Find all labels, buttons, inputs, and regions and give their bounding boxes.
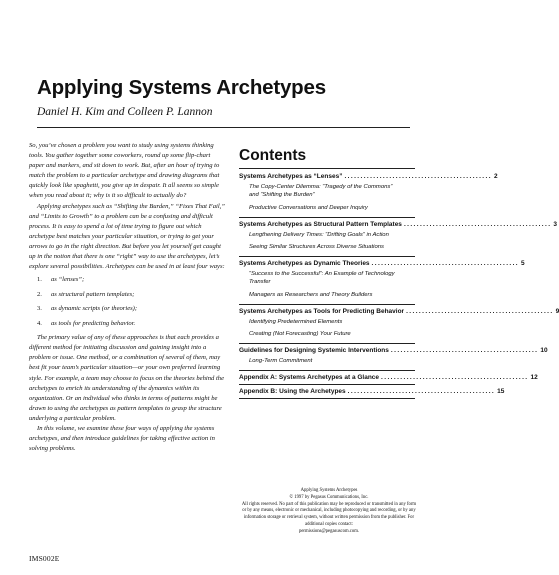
toc-entry[interactable] bbox=[239, 305, 559, 318]
toc-section bbox=[239, 218, 558, 257]
list-text: as structural pattern templates; bbox=[51, 290, 135, 298]
list-text: as dynamic scripts (or theories); bbox=[51, 305, 138, 313]
toc-page: 15 bbox=[497, 387, 505, 395]
toc-subentry[interactable]: The Copy-Center Dilemma: “Tragedy of the Commons” and “Shifting the Burden” bbox=[249, 184, 393, 199]
document-title: Applying Systems Archetypes bbox=[37, 76, 326, 99]
toc-page: 10 bbox=[540, 347, 548, 355]
copyright-line: © 1997 by Pegasus Communications, Inc. bbox=[289, 494, 369, 500]
toc-section bbox=[239, 344, 548, 371]
toc-heading: Guidelines for Designing Systemic Interventions bbox=[239, 347, 389, 355]
list-number: 2. bbox=[37, 290, 42, 298]
toc-heading: Appendix B: Using the Archetypes bbox=[239, 387, 346, 395]
colophon bbox=[240, 488, 418, 536]
toc-entry[interactable] bbox=[239, 385, 505, 398]
toc-page: 5 bbox=[521, 260, 525, 268]
intro-paragraph: So, you’ve chosen a problem you want to study using systems thinking tools. You gather together some coworkers, round up some flip-chart paper and markers, and sit down to work. But, after an hour of trying to match the problem to a particular archetype and drawing diagrams that quickly look like spaghetti, you give up in despair. It all seems so simple when you read about it; why is it so difficult to actually do? bbox=[29, 142, 220, 200]
toc-leader: .............................................. bbox=[406, 307, 554, 315]
toc-leader: .............................................. bbox=[381, 373, 529, 381]
colophon-title: Applying Systems Archetypes bbox=[300, 488, 358, 493]
title-rule bbox=[37, 127, 410, 128]
toc-page: 3 bbox=[553, 220, 558, 228]
toc-leader: .............................................. bbox=[390, 347, 539, 355]
list-text: as tools for predicting behavior. bbox=[51, 319, 136, 327]
toc-entry[interactable] bbox=[239, 344, 548, 357]
toc-section bbox=[239, 257, 525, 305]
toc-entry[interactable] bbox=[239, 218, 558, 231]
document-code: IMS002E bbox=[29, 554, 60, 563]
toc-section bbox=[239, 385, 505, 399]
list-number: 4. bbox=[37, 319, 42, 327]
contents-rule bbox=[239, 168, 415, 169]
toc-subentry[interactable]: Productive Conversations and Deeper Inquiry bbox=[249, 204, 368, 211]
list-number: 3. bbox=[37, 305, 42, 313]
toc-leader: .............................................. bbox=[371, 260, 520, 268]
list-number: 1. bbox=[37, 276, 42, 284]
toc-subentry[interactable]: Long-Term Commitment bbox=[249, 358, 313, 365]
toc-heading: Appendix A: Systems Archetypes at a Glance bbox=[239, 373, 380, 381]
list-item bbox=[37, 319, 225, 329]
toc-entry[interactable] bbox=[239, 170, 498, 183]
toc-leader: .............................................. bbox=[403, 220, 552, 228]
toc-leader: .............................................. bbox=[344, 173, 492, 180]
toc-subentry[interactable]: Managers as Researchers and Theory Builders bbox=[249, 291, 373, 298]
toc-leader: .............................................. bbox=[347, 387, 496, 395]
ways-list bbox=[29, 275, 225, 329]
intro-paragraph: The primary value of any of these approaches is that each provides a different method for initiating discussion and gaining insight into a problem or issue. One method, or a combination of several of them, may best fit your team’s particular situation—or your own preferred learning style. For example, a team may choose to focus on the theories behind the archetypes to enrich its understanding of the dynamics within its organization. Or an individual who thinks in terms of patterns might be drawn to using the archetypes as pattern templates to grasp the structure underlying a particular problem. bbox=[29, 334, 225, 422]
intro-paragraph: Applying archetypes such as “Shifting the Burden,” “Fixes That Fail,” and “Limits to Growth” to a problem can be a confusing and difficult process. It is easy to spend a lot of time trying to figure out which archetype best matches your particular situation, or trying to get your arrows to go in the right direction. But before you let yourself get caught up in the notion that there is one “right” way to use the archetypes, let’s explore several possibilities. Archetypes can be used in at least four ways: bbox=[29, 202, 225, 271]
toc-section bbox=[239, 305, 559, 344]
toc-page: 12 bbox=[530, 373, 538, 381]
authors: Daniel H. Kim and Colleen P. Lannon bbox=[37, 106, 213, 118]
toc-subentry[interactable]: Creating (Not Forecasting) Your Future bbox=[249, 331, 351, 338]
table-of-contents bbox=[239, 170, 559, 399]
toc-page: 9 bbox=[555, 307, 559, 315]
toc-entry[interactable] bbox=[239, 371, 538, 384]
toc-heading: Systems Archetypes as Structural Pattern Templates bbox=[239, 220, 402, 228]
list-text: as “lenses”; bbox=[51, 276, 85, 284]
rights-notice: All rights reserved. No part of this publication may be reproduced or transmitted in any form or by any means, electronic or mechanical, including photocopying and recording, or by any information storage or retrieval system, without written permission from the publisher. For additional copies contact: bbox=[241, 501, 417, 527]
toc-subentry[interactable]: Lengthening Delivery Times: “Drifting Goals” in Action bbox=[249, 231, 389, 238]
toc-entry[interactable] bbox=[239, 257, 525, 270]
toc-subentry[interactable]: “Success to the Successful”: An Example of Technology Transfer bbox=[249, 271, 395, 286]
toc-page: 2 bbox=[493, 173, 498, 180]
toc-section bbox=[239, 170, 498, 218]
intro-column bbox=[29, 141, 225, 454]
toc-section bbox=[239, 371, 538, 385]
list-item bbox=[37, 304, 225, 314]
toc-heading: Systems Archetypes as Dynamic Theories bbox=[239, 260, 370, 268]
toc-subentry[interactable]: Identifying Predetermined Elements bbox=[249, 318, 343, 325]
list-item bbox=[37, 275, 225, 285]
list-item bbox=[37, 290, 225, 300]
toc-heading: Systems Archetypes as Tools for Predicting Behavior bbox=[239, 307, 405, 315]
toc-subentry[interactable]: Seeing Similar Structures Across Diverse Situations bbox=[249, 244, 384, 251]
intro-paragraph: In this volume, we examine these four ways of applying the systems archetypes, and then introduce guidelines for taking effective action in solving problems. bbox=[29, 425, 215, 453]
contents-title: Contents bbox=[239, 147, 307, 164]
toc-heading: Systems Archetypes as “Lenses” bbox=[239, 173, 343, 180]
contact-email[interactable]: permissions@pegasuscom.com. bbox=[298, 528, 360, 534]
